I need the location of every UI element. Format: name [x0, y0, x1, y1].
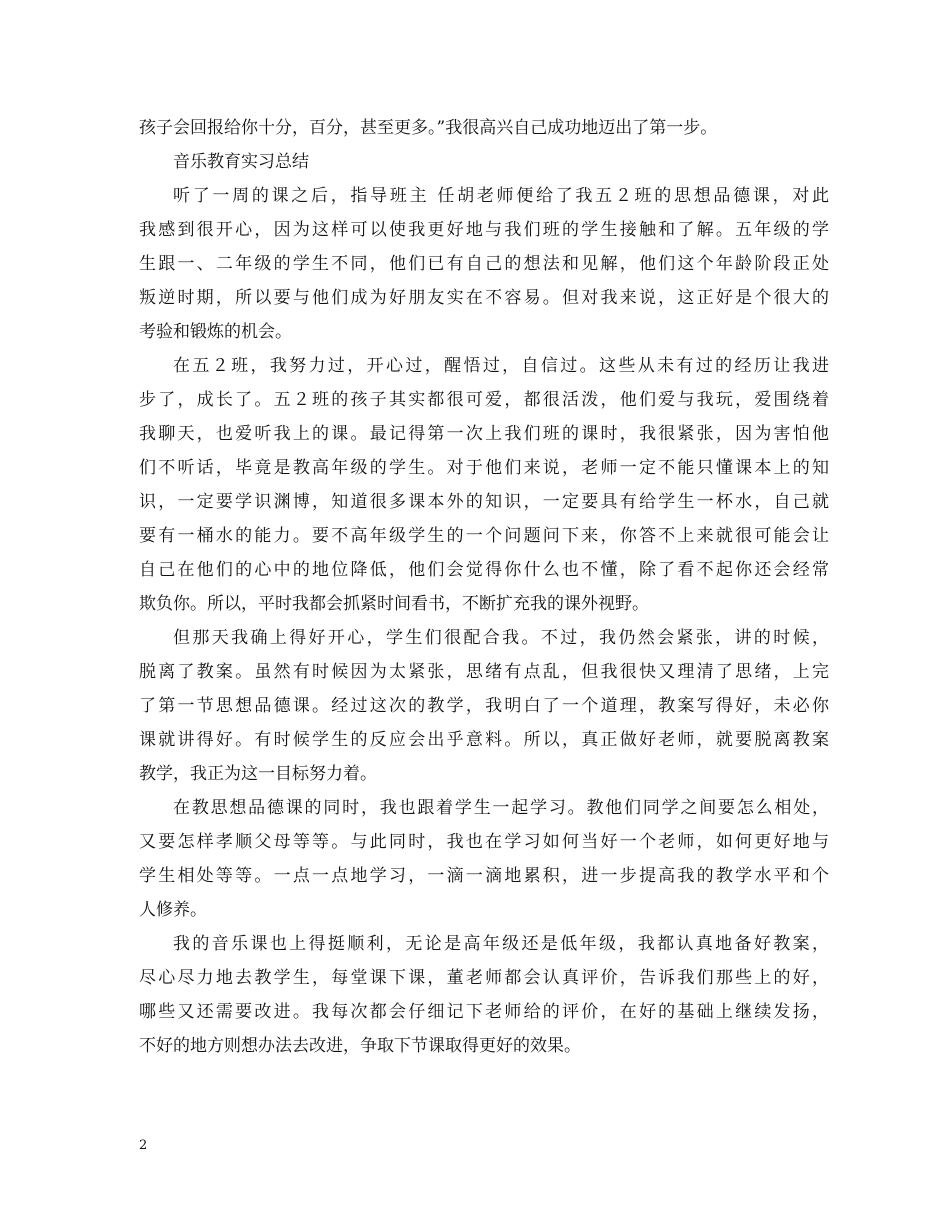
- text-line: 叛逆时期，所以要与他们成为好朋友实在不容易。但对我来说，这正好是个很大的: [139, 288, 829, 308]
- text-line: 我感到很开心，因为这样可以使我更好地与我们班的学生接触和了解。五年级的学: [139, 220, 829, 240]
- paragraph-first-line: 在五２班，我努力过，开心过，醒悟过，自信过。这些从未有过的经历让我进: [173, 356, 829, 376]
- text-line: 了第一节思想品德课。经过这次的教学，我明白了一个道理，教案写得好，未必你: [139, 696, 829, 716]
- text-line: 又要怎样孝顺父母等等。与此同时，我也在学习如何当好一个老师，如何更好地与: [139, 832, 829, 852]
- text-line: 自己在他们的心中的地位降低，他们会觉得你什么也不懂，除了看不起你还会经常: [139, 560, 829, 580]
- text-line: 课就讲得好。有时候学生的反应会出乎意料。所以，真正做好老师，就要脱离教案: [139, 730, 829, 750]
- text-line: 学生相处等等。一点一点地学习，一滴一滴地累积，进一步提高我的教学水平和个: [139, 866, 829, 886]
- text-line: 孩子会回报给你十分，百分，甚至更多。”我很高兴自己成功地迈出了第一步。: [139, 118, 718, 138]
- document-body: [139, 111, 829, 1063]
- text-line: 脱离了教案。虽然有时候因为太紧张，思绪有点乱，但我很快又理清了思绪，上完: [139, 662, 829, 682]
- text-line: 欺负你。所以，平时我都会抓紧时间看书，不断扩充我的课外视野。: [139, 594, 649, 614]
- text-line: 人修养。: [139, 900, 207, 920]
- paragraph-first-line: 我的音乐课也上得挺顺利，无论是高年级还是低年级，我都认真地备好教案，: [173, 934, 829, 954]
- text-line: 们不听话，毕竟是教高年级的学生。对于他们来说，老师一定不能只懂课本上的知: [139, 458, 829, 478]
- text-line: 步了，成长了。五２班的孩子其实都很可爱，都很活泼，他们爱与我玩，爱围绕着: [139, 390, 829, 410]
- text-line: 教学，我正为这一目标努力着。: [139, 764, 377, 784]
- paragraph-first-line: 听了一周的课之后，指导班主 任胡老师便给了我五２班的思想品德课，对此: [173, 186, 829, 206]
- text-line: 考验和锻炼的机会。: [139, 322, 292, 342]
- page-number: 2: [139, 1138, 148, 1153]
- text-line: 哪些又还需要改进。我每次都会仔细记下老师给的评价，在好的基础上继续发扬，: [139, 1002, 829, 1022]
- text-line: 我聊天，也爱听我上的课。最记得第一次上我们班的课时，我很紧张，因为害怕他: [139, 424, 829, 444]
- paragraph-first-line: 在教思想品德课的同时，我也跟着学生一起学习。教他们同学之间要怎么相处，: [173, 798, 829, 818]
- text-line: 生跟一、二年级的学生不同，他们已有自己的想法和见解，他们这个年龄阶段正处: [139, 254, 829, 274]
- text-line: 要有一桶水的能力。要不高年级学生的一个问题问下来，你答不上来就很可能会让: [139, 526, 829, 546]
- paragraph-first-line: 音乐教育实习总结: [173, 152, 309, 172]
- text-line: 识，一定要学识渊博，知道很多课本外的知识，一定要具有给学生一杯水，自己就: [139, 492, 829, 512]
- paragraph-first-line: 但那天我确上得好开心，学生们很配合我。不过，我仍然会紧张，讲的时候，: [173, 628, 829, 648]
- text-line: 不好的地方则想办法去改进，争取下节课取得更好的效果。: [139, 1036, 581, 1056]
- text-line: 尽心尽力地去教学生，每堂课下课，董老师都会认真评价，告诉我们那些上的好，: [139, 968, 829, 988]
